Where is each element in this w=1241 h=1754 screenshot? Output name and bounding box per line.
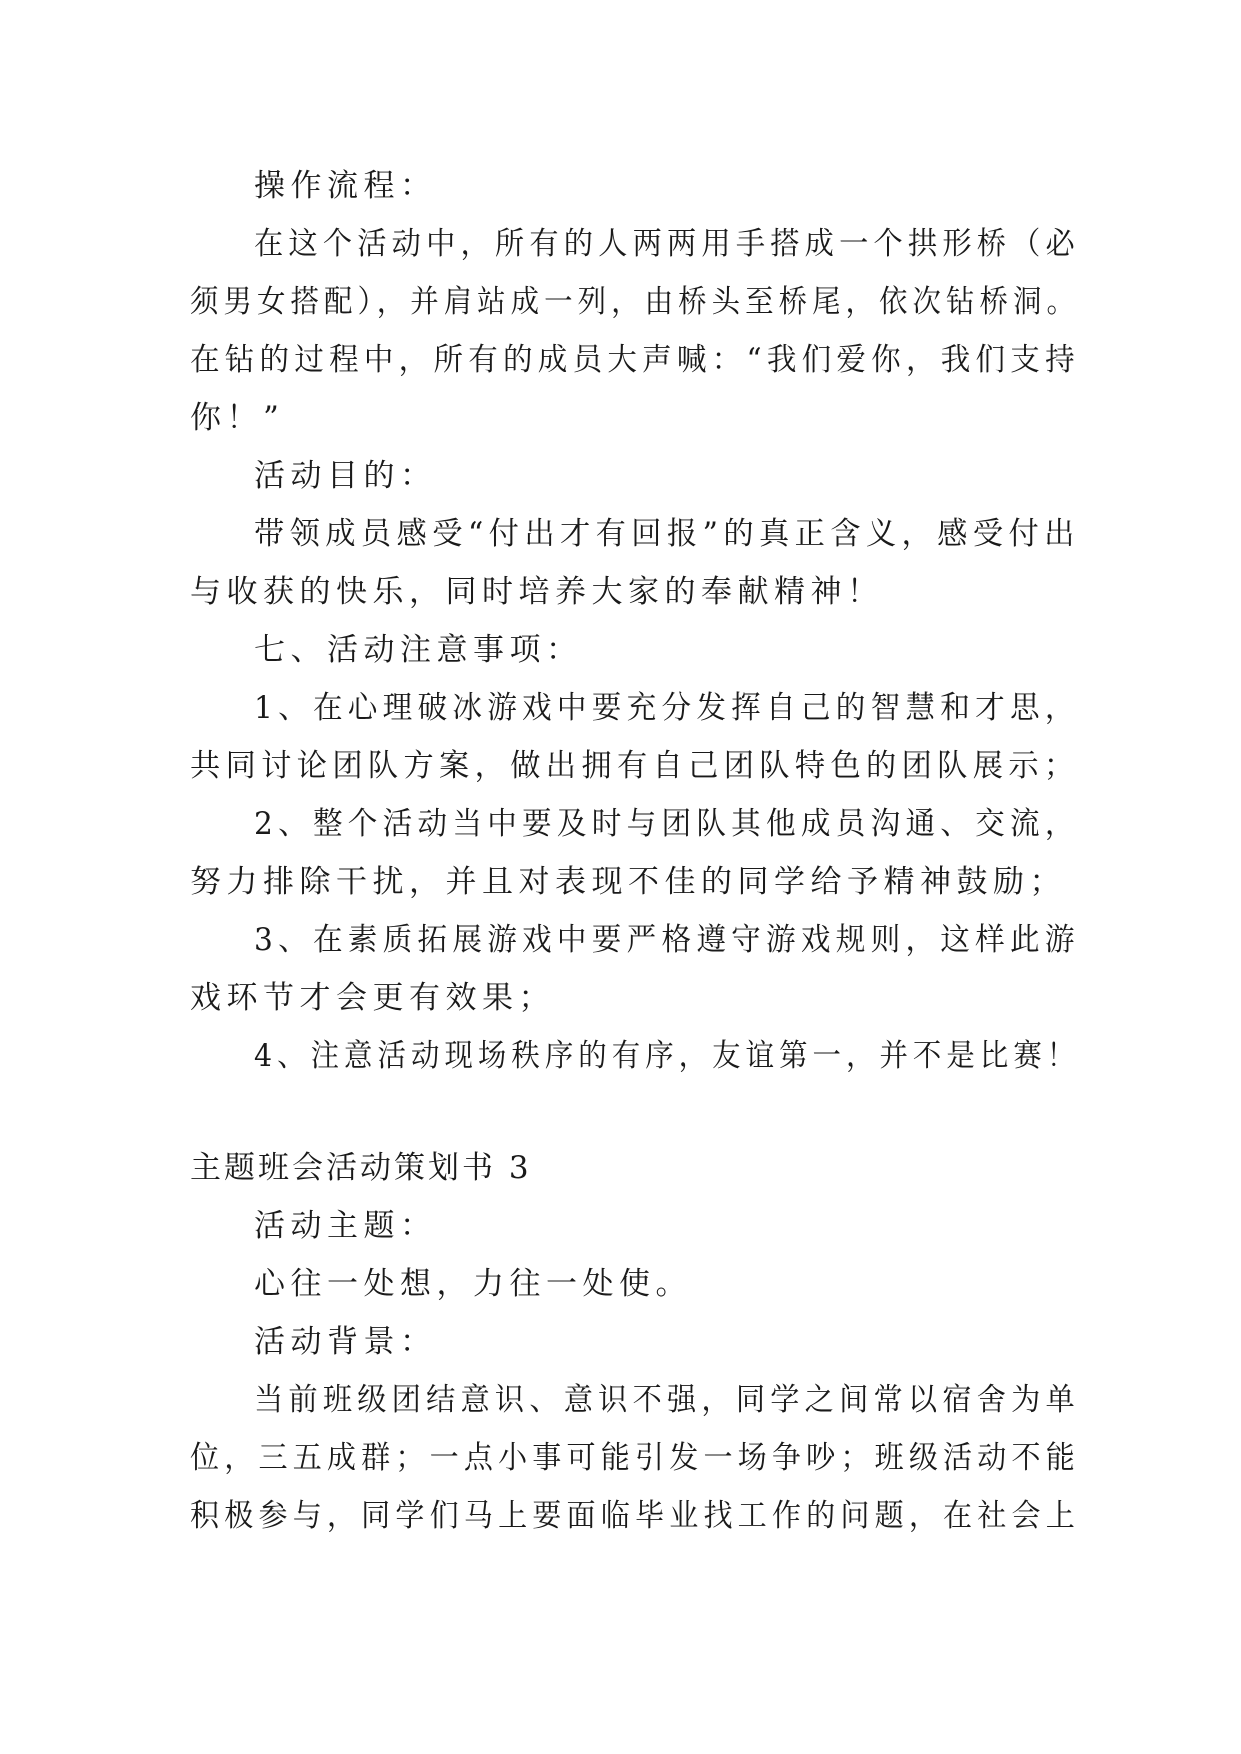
list-item-continuation: 戏环节才会更有效果； bbox=[190, 980, 555, 1016]
paragraph-line: 须男女搭配），并肩站成一列，由桥头至桥尾，依次钻桥洞。 bbox=[190, 284, 1080, 320]
paragraph-line: 你！” bbox=[190, 400, 285, 436]
paragraph-line: 位，三五成群；一点小事可能引发一场争吵；班级活动不能 bbox=[190, 1440, 1080, 1476]
list-item: 4、注意活动现场秩序的有序，友谊第一，并不是比赛！ bbox=[254, 1038, 1081, 1074]
section-heading-notes: 七、活动注意事项： bbox=[254, 632, 583, 668]
list-item: 1、在心理破冰游戏中要充分发挥自己的智慧和才思， bbox=[254, 690, 1080, 726]
paragraph-line: 在钻的过程中，所有的成员大声喊：“我们爱你，我们支持 bbox=[190, 342, 1080, 378]
list-item: 3、在素质拓展游戏中要严格遵守游戏规则，这样此游 bbox=[254, 922, 1080, 958]
document-title: 主题班会活动策划书 3 bbox=[190, 1150, 532, 1186]
list-item-continuation: 努力排除干扰，并且对表现不佳的同学给予精神鼓励； bbox=[190, 864, 1066, 900]
paragraph-line: 带领成员感受“付出才有回报”的真正含义，感受付出 bbox=[254, 516, 1080, 552]
paragraph-line: 与收获的快乐，同时培养大家的奉献精神！ bbox=[190, 574, 884, 610]
section-label-theme: 活动主题： bbox=[254, 1208, 437, 1244]
paragraph-line: 心往一处想，力往一处使。 bbox=[254, 1266, 692, 1302]
section-label-background: 活动背景： bbox=[254, 1324, 437, 1360]
paragraph-line: 积极参与，同学们马上要面临毕业找工作的问题，在社会上 bbox=[190, 1498, 1080, 1534]
section-label-procedure: 操作流程： bbox=[254, 168, 437, 204]
list-item-continuation: 共同讨论团队方案，做出拥有自己团队特色的团队展示； bbox=[190, 748, 1080, 784]
list-item: 2、整个活动当中要及时与团队其他成员沟通、交流， bbox=[254, 806, 1080, 842]
paragraph-line: 当前班级团结意识、意识不强，同学之间常以宿舍为单 bbox=[254, 1382, 1080, 1418]
section-label-purpose: 活动目的： bbox=[254, 458, 437, 494]
paragraph-line: 在这个活动中，所有的人两两用手搭成一个拱形桥（必 bbox=[254, 226, 1080, 262]
